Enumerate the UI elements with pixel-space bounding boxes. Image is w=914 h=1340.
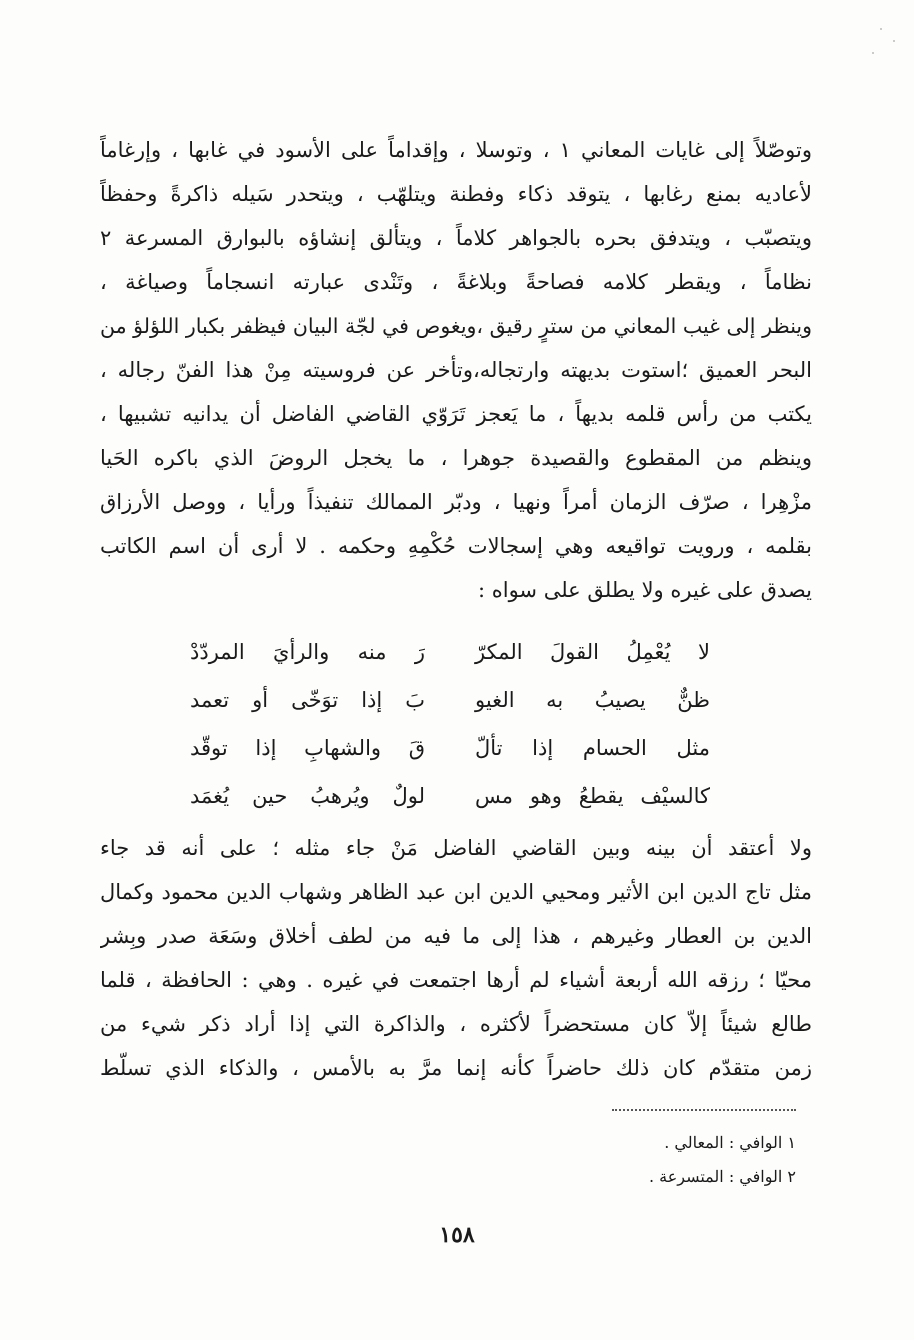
- poem-verse: [190, 628, 710, 676]
- text-line: زمن متقدّم كان ذلك حاضراً كأنه إنما مرَّ به بالأمس ، والذكاء الذي تسلّط: [100, 1056, 812, 1080]
- text-line: الدين بن العطار وغيرهم ، هذا إلى ما فيه من لطف أخلاق وسَعَة صدر وبِشر: [100, 924, 812, 948]
- poem-verse: [190, 676, 710, 724]
- poem-second-hemistich: لولٌ ويُرهبُ حين يُغمَد: [190, 784, 425, 808]
- text-line: يصدق على غيره ولا يطلق على سواه :: [478, 578, 812, 602]
- text-line: يكتب من رأس قلمه بديهاً ، ما يَعجز تَرَوّي القاضي الفاضل أن يدانيه تشبيها ،: [100, 402, 812, 426]
- text-line: محيّا ؛ رزقه الله أربعة أشياء لم أرها اجتمعت في غيره . وهي : الحافظة ، قلما: [100, 968, 812, 992]
- scan-speck: [880, 28, 882, 30]
- footnote-1: ١ الوافي : المعالي .: [664, 1133, 796, 1152]
- text-line: طالع شيئاً إلاّ كان مستحضراً لأكثره ، والذاكرة التي إذا أراد ذكر شيء من: [100, 1012, 812, 1036]
- poem-first-hemistich: ظنٌّ يصيبُ به الغيو: [475, 688, 710, 712]
- text-line: وينظر إلى غيب المعاني من سترٍ رقيق ،ويغوص في لجّة البيان فيظفر بكبار اللؤلؤ من: [100, 314, 812, 338]
- poem-verse: [190, 724, 710, 772]
- text-line: مثل تاج الدين ابن الأثير ومحيي الدين ابن عبد الظاهر وشهاب الدين محمود وكمال: [100, 880, 812, 904]
- text-line: وينظم من المقطوع والقصيدة جوهرا ، ما يخجل الروضَ الذي باكره الحَيا: [100, 446, 812, 470]
- poem-second-hemistich: رَ منه والرأيَ المردّدْ: [190, 640, 425, 664]
- poem-second-hemistich: قَ والشهابِ إذا توقّد: [190, 736, 425, 760]
- text-line: وتوصّلاً إلى غايات المعاني ١ ، وتوسلا ، وإقداماً على الأسود في غابها ، وإرغاماً: [100, 138, 812, 162]
- scan-speck: [872, 52, 874, 54]
- paragraph-2: [100, 826, 812, 1090]
- page-number: ١٥٨: [439, 1222, 475, 1248]
- text-line: نظاماً ، ويقطر كلامه فصاحةً وبلاغةً ، وتَنْدى عبارته انسجاماً وصياغة ،: [100, 270, 812, 294]
- text-line: البحر العميق ؛استوت بديهته وارتجاله،وتأخر عن فروسيته مِنْ هذا الفنّ رجاله ،: [100, 358, 812, 382]
- poem-second-hemistich: بَ إذا توَخّى أو تعمد: [190, 688, 425, 712]
- poem-first-hemistich: مثل الحسام إذا تألّ: [475, 736, 710, 760]
- text-line: ولا أعتقد أن بينه وبين القاضي الفاضل مَنْ جاء مثله ؛ على أنه قد جاء: [100, 836, 812, 860]
- paragraph-1: [100, 128, 812, 612]
- footnote-separator: [612, 1109, 796, 1111]
- poem-first-hemistich: لا يُعْمِلُ القولَ المكرّ: [475, 640, 710, 664]
- text-line: لأعاديه بمنع رغابها ، يتوقد ذكاء وفطنة ويتلهّب ، ويتحدر سَيله ذاكرةً وحفظاً: [100, 182, 812, 206]
- text-line: بقلمه ، ورويت تواقيعه وهي إسجالات حُكْمِهِ وحكمه . لا أرى أن اسم الكاتب: [100, 534, 812, 558]
- poem: [190, 628, 710, 820]
- poem-verse: [190, 772, 710, 820]
- scan-speck: [893, 40, 895, 42]
- footnote-2: ٢ الوافي : المتسرعة .: [648, 1167, 796, 1186]
- footnotes: [500, 1126, 796, 1194]
- text-line: ويتصبّب ، ويتدفق بحره بالجواهر كلاماً ، ويتألق إنشاؤه بالبوارق المسرعة ٢: [100, 226, 812, 250]
- text-line: مزْهِرا ، صرّف الزمان أمراً ونهيا ، ودبّر الممالك تنفيذاً ورأيا ، ووصل الأرزاق: [100, 490, 812, 514]
- poem-first-hemistich: كالسيْف يقطعُ وهو مس: [475, 784, 710, 808]
